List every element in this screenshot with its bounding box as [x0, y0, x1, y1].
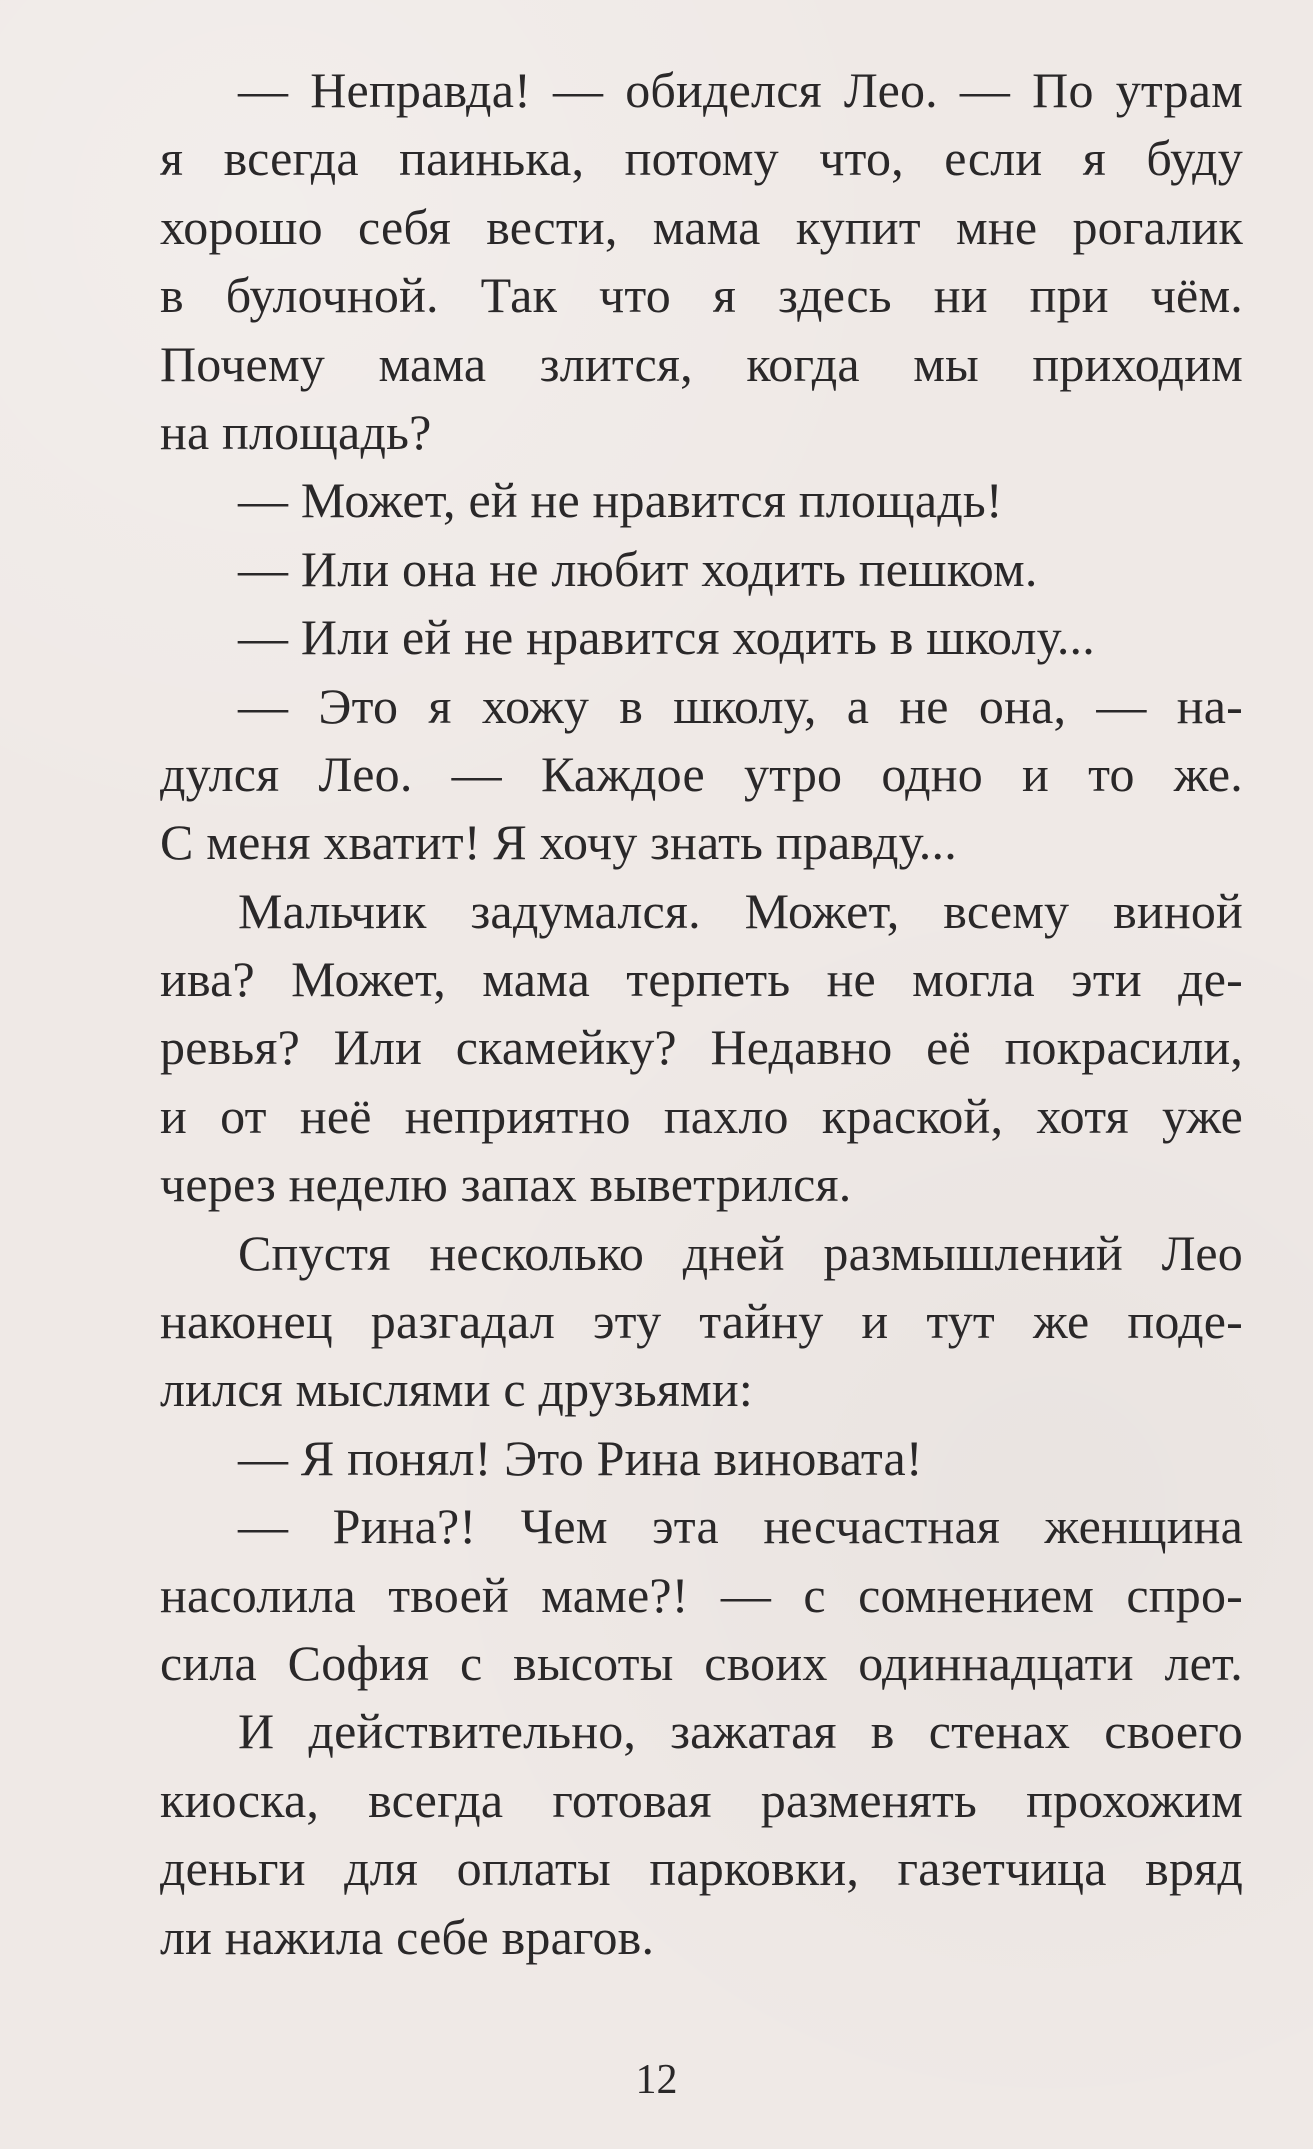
text-line: хорошо себя вести, мама купит мне рогалик [160, 198, 1243, 255]
text-line: насолила твоей маме?! — с сомнением спро- [160, 1566, 1243, 1623]
text-line: — Или ей не нравится ходить в школу... [238, 609, 1095, 666]
text-line: я всегда паинька, потому что, если я буду [160, 130, 1243, 187]
page-number: 12 [635, 2057, 678, 2103]
text-line: киоска, всегда готовая разменять прохожим [160, 1771, 1243, 1828]
text-line: на площадь? [160, 403, 432, 460]
text-line: — Или она не любит ходить пешком. [238, 540, 1038, 597]
text-line: сила София с высоты своих одиннадцати лет. [160, 1634, 1243, 1691]
text-line: деньги для оплаты парковки, газетчица вряд [160, 1840, 1243, 1897]
text-line: лился мыслями с друзьями: [160, 1361, 753, 1418]
text-line: Спустя несколько дней размышлений Лео [238, 1224, 1243, 1281]
text-line: наконец разгадал эту тайну и тут же поде- [160, 1293, 1243, 1350]
text-line: — Это я хожу в школу, а не она, — на- [238, 677, 1243, 734]
text-line: С меня хватит! Я хочу знать правду... [160, 814, 957, 871]
text-line: ревья? Или скамейку? Недавно её покрасили, [160, 1019, 1243, 1076]
text-block [160, 56, 1243, 1971]
text-line: Мальчик задумался. Может, всему виной [238, 882, 1243, 939]
text-line: Почему мама злится, когда мы приходим [160, 335, 1243, 392]
text-line: — Рина?! Чем эта несчастная женщина [238, 1498, 1243, 1555]
text-line: ли нажила себе врагов. [160, 1908, 655, 1965]
text-line: — Может, ей не нравится площадь! [238, 472, 1003, 529]
text-line: И действительно, зажатая в стенах своего [238, 1703, 1243, 1760]
text-line: через неделю запах выветрился. [160, 1156, 852, 1213]
text-line: и от неё неприятно пахло краской, хотя уже [160, 1087, 1243, 1144]
text-line: — Неправда! — обиделся Лео. — По утрам [238, 62, 1243, 118]
text-line: — Я понял! Это Рина виновата! [238, 1429, 923, 1486]
text-line: в булочной. Так что я здесь ни при чём. [160, 267, 1243, 324]
text-line: ива? Может, мама терпеть не могла эти де- [160, 951, 1243, 1008]
text-line: дулся Лео. — Каждое утро одно и то же. [160, 745, 1243, 802]
